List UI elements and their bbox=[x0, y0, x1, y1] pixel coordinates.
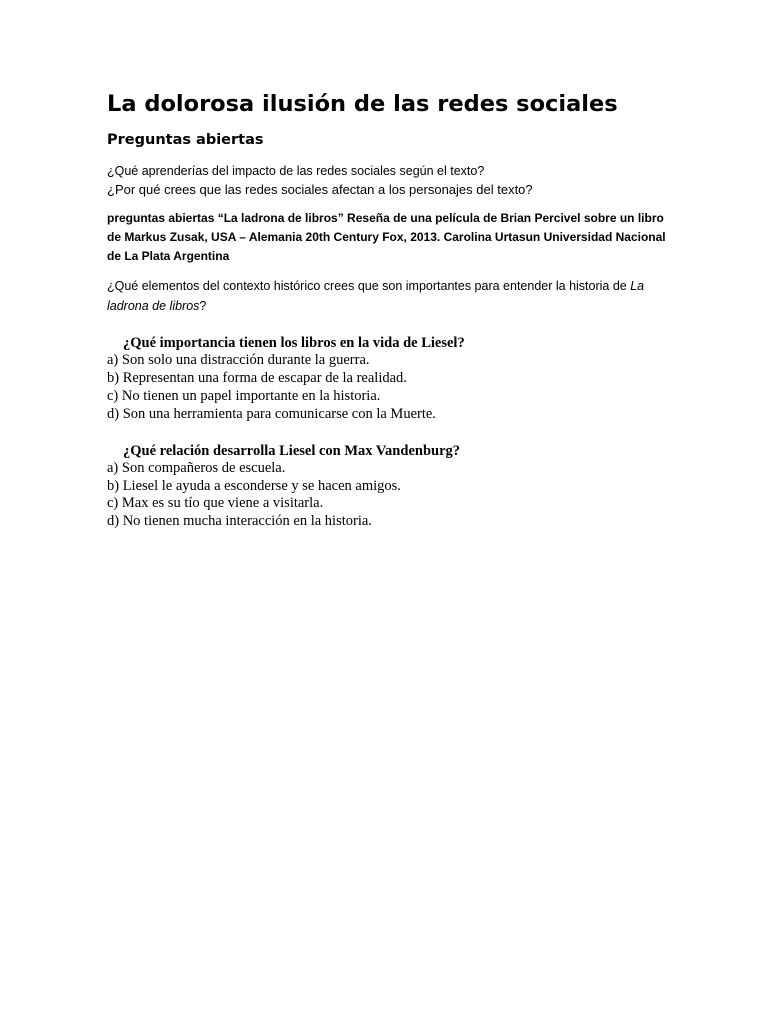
mc-question-block-2 bbox=[107, 442, 667, 532]
mc-question-block-1 bbox=[107, 334, 667, 424]
open-questions-list bbox=[107, 162, 667, 199]
mc-option-1c: c) No tienen un papel importante en la historia. bbox=[107, 387, 381, 404]
mc-option-1a: a) Son solo una distracción durante la guerra. bbox=[107, 352, 370, 368]
open-question-1: ¿Qué aprenderías del impacto de las redes sociales según el texto? bbox=[107, 164, 485, 178]
mc-option-2a: a) Son compañeros de escuela. bbox=[107, 459, 286, 476]
mc-option-1d: d) Son una herramienta para comunicarse con la Muerte. bbox=[107, 405, 436, 422]
mc-question-1: ¿Qué importancia tienen los libros en la vida de Liesel? bbox=[123, 335, 465, 351]
mc-option-1b: b) Representan una forma de escapar de la realidad. bbox=[107, 369, 407, 386]
context-question bbox=[107, 277, 662, 316]
mc-option-2d: d) No tienen mucha interacción en la historia. bbox=[107, 513, 372, 530]
open-question-2: ¿Por qué crees que las redes sociales afectan a los personajes del texto? bbox=[107, 182, 533, 197]
context-question-text: ¿Qué elementos del contexto histórico crees que son importantes para entender la historia de bbox=[107, 279, 631, 293]
document-title: La dolorosa ilusión de las redes sociales bbox=[107, 91, 618, 117]
mc-option-2c: c) Max es su tío que viene a visitarla. bbox=[107, 495, 324, 512]
document-content bbox=[107, 88, 667, 531]
section-subtitle: Preguntas abiertas bbox=[107, 132, 264, 148]
context-question-end: ? bbox=[199, 298, 207, 313]
reference-paragraph: preguntas abiertas “La ladrona de libros” Reseña de una película de Brian Percivel sobre un libro de Markus Zusak, USA – Alemania 20th Century Fox, 2013. Carolina Urtasun Universidad Nacional de La Plata Argentina bbox=[107, 211, 666, 263]
mc-question-2: ¿Qué relación desarrolla Liesel con Max Vandenburg? bbox=[123, 442, 461, 459]
mc-option-2b: b) Liesel le ayuda a esconderse y se hacen amigos. bbox=[107, 477, 401, 494]
book-title-italic: La ladrona de libros bbox=[107, 279, 645, 313]
